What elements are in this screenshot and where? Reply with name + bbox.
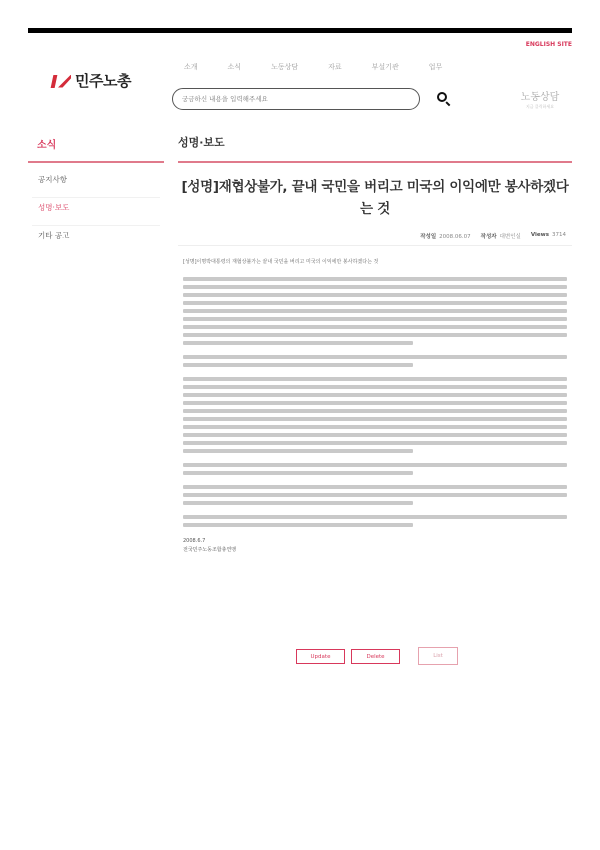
post-body <box>183 258 567 565</box>
nav-item-intro[interactable]: 소개 <box>184 63 198 71</box>
sidebar-item-statements[interactable]: 성명·보도 <box>32 198 160 226</box>
paragraph-line <box>183 385 567 389</box>
paragraph-line <box>183 501 413 505</box>
paragraph-line <box>183 401 567 405</box>
post-title: [성명]재협상불가, 끝내 국민을 버리고 미국의 이익에만 봉사하겠다는 것 <box>181 179 569 217</box>
paragraph-line <box>183 317 567 321</box>
post-paragraph <box>183 463 567 475</box>
signature-date: 2008.6.7 <box>183 538 206 544</box>
paragraph-line <box>183 285 567 289</box>
paragraph-line <box>183 355 567 359</box>
search-input[interactable] <box>182 95 419 103</box>
post-paragraph <box>183 355 567 367</box>
nav-item-work[interactable]: 업무 <box>428 63 443 71</box>
post-date: 작성일 2008.06.07 <box>420 234 471 240</box>
post-author: 작성자 대변인실 <box>480 234 521 240</box>
post-paragraph <box>183 515 567 527</box>
sidebar-divider <box>28 161 164 163</box>
list-button[interactable]: List <box>418 647 458 665</box>
sidebar-menu <box>32 170 160 254</box>
paragraph-line <box>183 471 413 475</box>
paragraph-line <box>183 433 567 437</box>
paragraph-line <box>183 449 413 453</box>
post-views: Views 3714 <box>530 232 566 238</box>
paragraph-line <box>183 363 413 367</box>
post-first-line: [성명]이명박대통령의 재협상불가는 끝내 국민을 버리고 미국의 이익에만 봉사하겠다는 것 <box>183 259 379 265</box>
paragraph-line <box>183 463 567 467</box>
post-paragraph <box>183 377 567 453</box>
signature-org: 전국민주노동조합총연맹 <box>183 547 237 553</box>
english-site-link[interactable]: ENGLISH SITE <box>525 41 572 48</box>
paragraph-line <box>183 325 567 329</box>
paragraph-line <box>183 277 567 281</box>
top-bar <box>28 28 572 33</box>
logo-text: 민주노총 <box>75 72 131 90</box>
nav-item-news[interactable]: 소식 <box>227 63 242 71</box>
paragraph-line <box>183 409 567 413</box>
paragraph-line <box>183 333 567 337</box>
paragraph-line <box>183 493 567 497</box>
paragraph-line <box>183 301 567 305</box>
paragraph-line <box>183 341 413 345</box>
labor-consult-link[interactable] <box>518 88 562 110</box>
post-meta <box>420 232 566 240</box>
logo[interactable] <box>52 70 131 91</box>
sidebar-title: 소식 <box>37 140 57 151</box>
logo-mark-icon <box>52 73 72 89</box>
paragraph-line <box>183 309 567 313</box>
nav-item-labor-consult[interactable]: 노동상담 <box>271 63 299 71</box>
paragraph-line <box>183 393 567 397</box>
search-button[interactable] <box>436 91 452 107</box>
page-title: 성명·보도 <box>178 136 225 149</box>
post-actions <box>296 649 458 665</box>
paragraph-line <box>183 425 567 429</box>
search-box <box>172 88 420 110</box>
consult-subtitle: 지금 클릭하세요 <box>525 104 555 109</box>
update-button[interactable]: Update <box>296 649 345 664</box>
sidebar-item-notice[interactable]: 공지사항 <box>32 170 160 198</box>
paragraph-line <box>183 417 567 421</box>
nav-item-resources[interactable]: 자료 <box>328 63 342 71</box>
consult-title: 노동상담 <box>520 92 560 103</box>
paragraph-line <box>183 377 567 381</box>
paragraph-line <box>183 485 567 489</box>
post-paragraph <box>183 485 567 505</box>
post-paragraph <box>183 277 567 345</box>
main-nav <box>184 62 472 72</box>
sidebar-item-other-notices[interactable]: 기타 공고 <box>38 231 70 240</box>
paragraph-line <box>183 523 413 527</box>
paragraph-line <box>183 293 567 297</box>
search-icon <box>437 92 447 102</box>
paragraph-line <box>183 441 567 445</box>
paragraph-line <box>183 515 567 519</box>
nav-item-affiliates[interactable]: 부설기관 <box>371 63 399 71</box>
delete-button[interactable]: Delete <box>351 649 400 664</box>
meta-divider <box>178 245 572 246</box>
page-title-divider <box>178 161 572 163</box>
